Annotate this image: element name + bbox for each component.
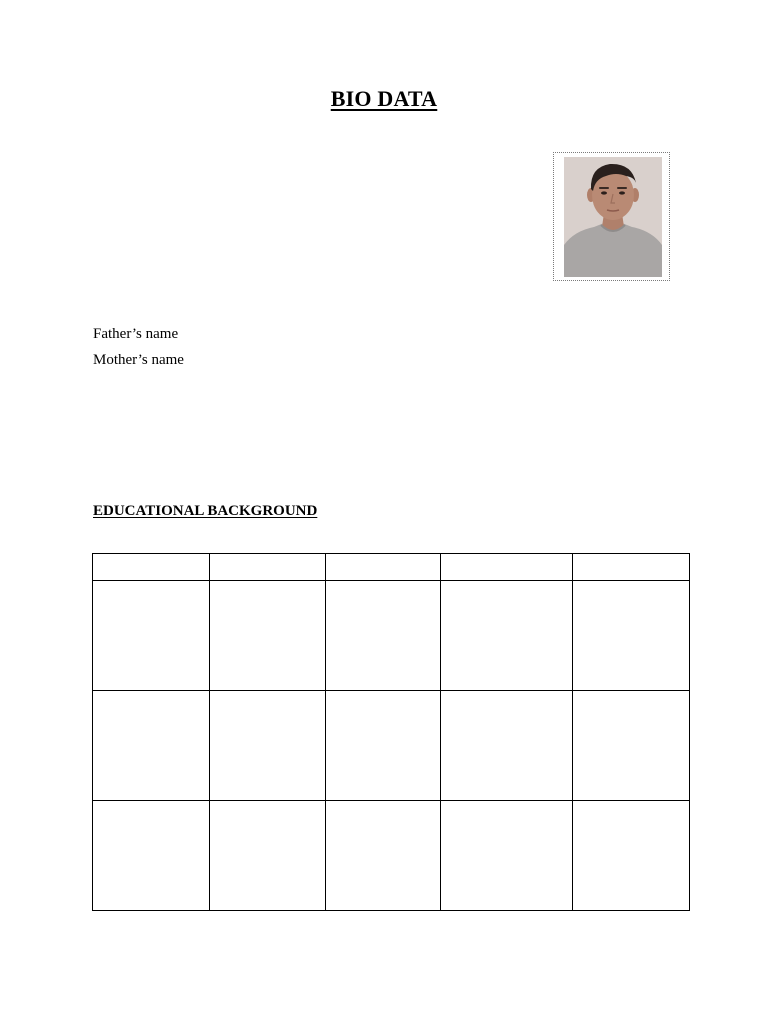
educational-background-heading: EDUCATIONAL BACKGROUND (93, 503, 318, 519)
table-header-cell (210, 554, 326, 581)
profile-photo-illustration (564, 157, 662, 277)
table-cell (210, 801, 326, 911)
table-header-cell (93, 554, 210, 581)
table-header-cell (326, 554, 441, 581)
table-row (93, 581, 690, 691)
mother-name-label: Mother’s name (93, 352, 184, 368)
table-header-row (93, 554, 690, 581)
table-header-cell (573, 554, 690, 581)
table-header-cell (441, 554, 573, 581)
table-cell (573, 581, 690, 691)
table-cell (326, 581, 441, 691)
table-cell (326, 801, 441, 911)
table-cell (210, 581, 326, 691)
table-cell (441, 801, 573, 911)
table-row (93, 801, 690, 911)
table-cell (210, 691, 326, 801)
table-cell (573, 691, 690, 801)
table-cell (93, 691, 210, 801)
photo-frame (553, 152, 670, 281)
table-cell (93, 801, 210, 911)
table-cell (441, 691, 573, 801)
table-cell (93, 581, 210, 691)
table-cell (573, 801, 690, 911)
profile-photo (564, 157, 662, 277)
table-cell (441, 581, 573, 691)
table-cell (326, 691, 441, 801)
table-row (93, 691, 690, 801)
education-table (92, 553, 690, 911)
page-title: BIO DATA (330, 86, 438, 111)
father-name-label: Father’s name (93, 326, 179, 342)
